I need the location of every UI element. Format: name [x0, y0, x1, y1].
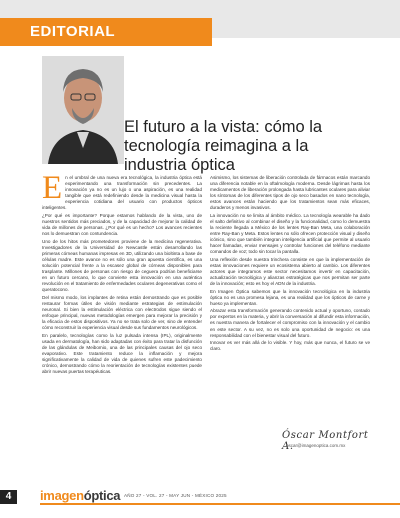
paragraph: La innovación no se limita al ámbito médico. La tecnología wearable ha dado el salto definitivo al combinar el diseño y la funcionalidad, como lo demuestra la reciente llegada a México de los lentes Ray-Ban Meta, una colaboración entre Ray-Ban y Meta. Estos lentes no sólo ofrecen protección visual y diseño icónico, sino que también integran inteligencia artificial que permite al usuario hacer llamadas, enviar mensajes y controlar funciones del teléfono mediante comandos de voz; todo sin tocar la pantalla.	[210, 212, 370, 255]
right-column	[210, 175, 370, 354]
paragraph: ¿Por qué es importante? Porque estamos hablando de la vista, uno de nuestros sentidos más preciados, y de la capacidad de mejorar la calidad de vida de millones de personas. ¿Por qué es un hecho? Los avances recientes nos lo demuestran con contundencia.	[42, 212, 202, 237]
author-email: oscar@imagenoptica.com.mx	[286, 443, 346, 448]
headline: El futuro a la vista: cómo la tecnología reimagina a la industria óptica	[124, 118, 323, 174]
author-signature: Óscar Montfort A.	[282, 430, 369, 452]
issue-info: AÑO 27 - VOL. 27 - MAY JUN - MÉXICO 2025	[124, 493, 227, 498]
paragraph: Del mismo modo, los implantes de retina están demostrando que es posible restaurar formas útiles de visión mediante estrategias de estimulación neuronal. Si bien la estimulación eléctrica con electrodos sigue siendo el enfoque principal, nuevas metodologías emergen para mejorar la precisión y la eficacia de estos dispositivos. Ya no se trata solo de ver, sino de entender cómo reconstruir la experiencia visual desde sus fundamentos neurológicos.	[42, 294, 202, 330]
paragraph: Asimismo, los sistemas de liberación controlada de fármacos están marcando una diferencia notable en la oftalmología moderna. Desde lágrimas hasta los medicamentos de liberación prolongada hasta lubricantes oculares para aliviar los síntomas de los diferentes tipos de ojo seco basados en nano tecnología, estos avances están haciendo que los tratamientos sean más eficaces, duraderos y menos invasivos.	[210, 175, 370, 211]
page-number: 4	[0, 490, 17, 504]
paragraph: Uno de los hitos más prometedores proviene de la medicina regenerativa. Investigadores de la Universidad de Newcastle están desarrollando las primeras córneas humanas impresas en 3D, utilizando una bioltinta a base de células madre. Este avance no es sólo una gran apuesta científica, es una solución potencial frente a la escasez global de córneas disponibles para trasplante. Millones de personas con riesgo de ceguera podrían beneficiarse en un futuro cercano, lo que convierte esta innovación en una auténtica revolución en el tratamiento de enfermedades oculares degenerativas como el queratocono.	[42, 238, 202, 293]
section-label: EDITORIAL	[0, 18, 212, 46]
paragraph: En paralelo, tecnologías como la luz pulsada intensa (IPL), originalmente usada en dermatología, han sido adaptadas con éxito para tratar la disfunción de las glándulas de Meibomio, una de las principales causas del ojo seco evaporativo. Este tratamiento reduce la inflamación y mejora significativamente la calidad de vida de quienes sufren este padecimiento crónico, demostrando cómo la reorientación de tecnologías existentes puede abrir nuevas puertas terapéuticas.	[42, 332, 202, 374]
paragraph: En Imagen Óptica sabemos que la innovación tecnológica en la industria óptica no es una promesa lejana, es una realidad que los ópticos de carne y hueso ya implementan.	[210, 288, 370, 306]
footer-rule	[40, 503, 400, 505]
paragraph: Una reflexión desde nuestra trinchera consiste en que la implementación de estas innovaciones requiere un ecosistema abierto al cambio. Los diferentes actores que integramos este sector necesitamos invertir en capacitación, actualización tecnológica y alianzas estratégicas que nos permitan ser parte de la innovación; esto es hoy el ADN de la industria.	[210, 256, 370, 286]
author-photo	[42, 56, 124, 164]
paragraph: Innovar es ver más allá de lo visible. Y hoy, más que nunca, el futuro se ve claro.	[210, 340, 370, 352]
paragraph: Abrazar esta transformación generando contenido actual y oportuno, contado por expertos en la materia, y abrir la conversación al difundir esta información, es nuestra manera de fortalecer el compromiso con la innovación y el cambio en este sector. A su vez, no es solo una oportunidad de negocio: es una responsabilidad con el bienestar visual del futuro.	[210, 308, 370, 338]
left-column	[42, 170, 202, 376]
drop-cap: E	[42, 170, 63, 206]
paragraph: En el umbral de una nueva era tecnológica, la industria óptica está experimentando una transformación sin precedentes. La innovación ya no es un lujo o una aspiración, es una realidad tangible que está redefiniendo desde la medicina visual hasta la experiencia cotidiana del usuario con productos ópticos inteligentes.	[42, 170, 202, 211]
brand-logo: imagenóptica	[40, 488, 121, 503]
